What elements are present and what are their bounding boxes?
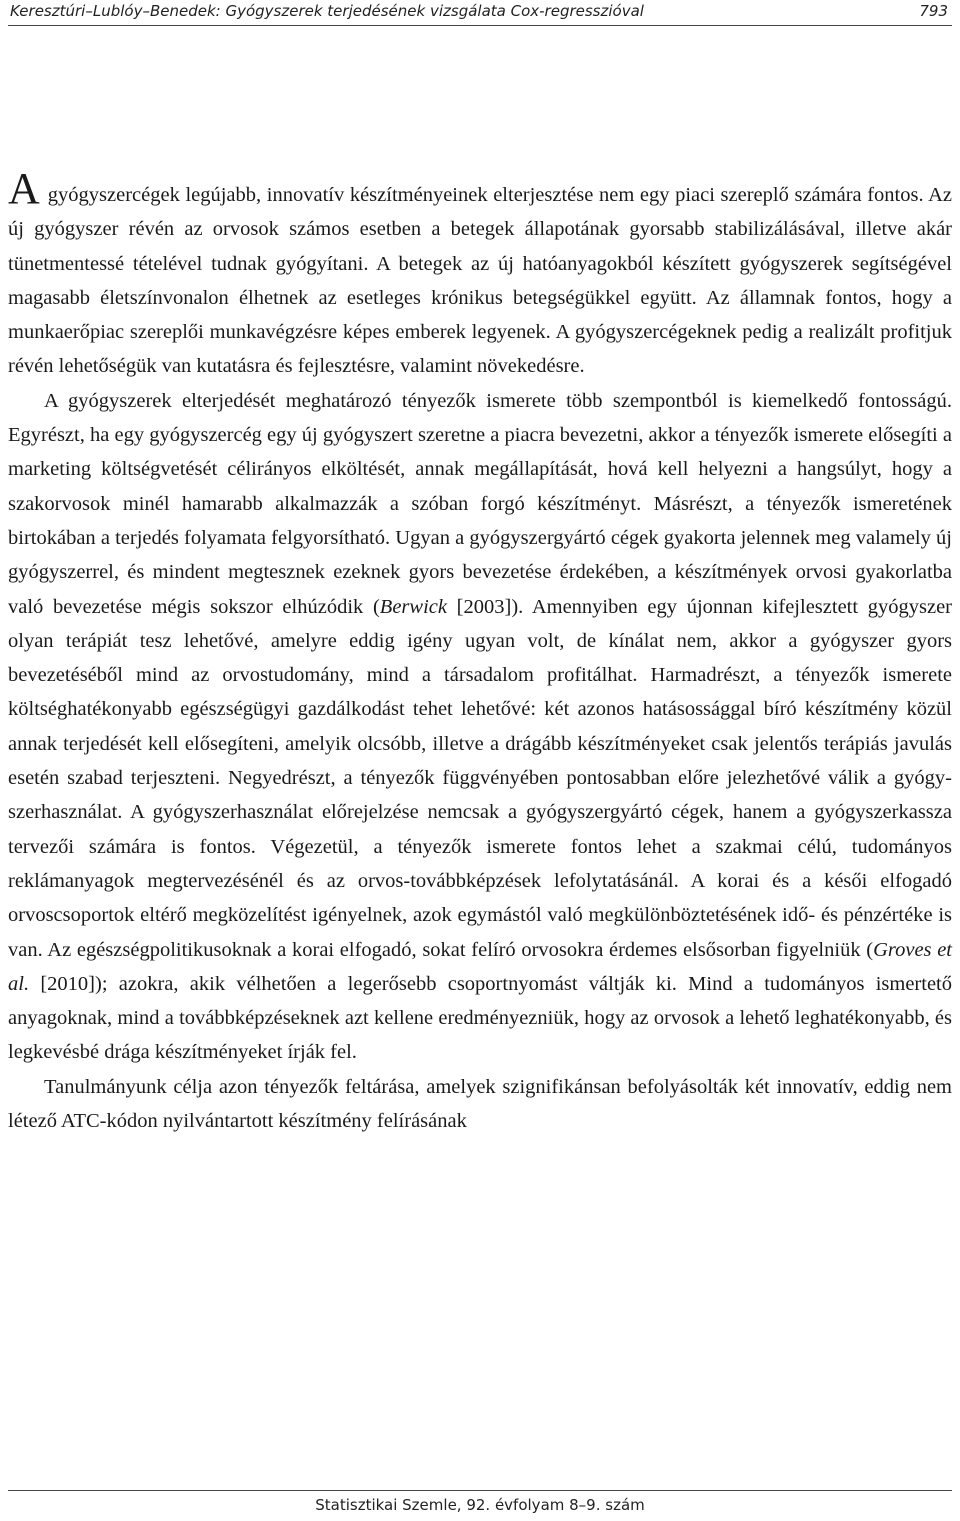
citation-berwick: Berwick	[379, 595, 447, 618]
paragraph-2-text-c: [2010]); azokra, akik vélhetően a legerősebb csoportnyomást váltják ki. Mind a tudományos ismertető anyagoknak, mind a továbbképzéseknek azt kellene eredményezniük, hogy az orvosok a lehető leghatékonyabb, és legkevésbé drága készítményeket írják fel.	[8, 972, 952, 1064]
journal-footer: Statisztikai Szemle, 92. évfolyam 8–9. szám	[315, 1496, 645, 1514]
running-title: Keresztúri–Lublóy–Benedek: Gyógyszerek terjedésének vizsgálata Cox-regresszióval	[10, 2, 644, 20]
paragraph-2-text-a: A gyógyszerek elterjedését meghatározó tényezők ismerete több szempontból is kiemelkedő fontosságú. Egyrészt, ha egy gyógyszercég egy új gyógyszert szeretne a piacra bevezetni, akkor a tényezők ismerete elősegíti a marketing költségvetését célirányos elköltését, annak megállapítását, hová kell helyezni a hangsúlyt, hogy a szakorvosok minél hamarabb alkalmazzák a szóban forgó készítményt. Másrészt, a tényezők ismeretének birtokában a terjedés folyamata felgyorsítható. Ugyan a gyógyszergyártó cégek gyakorta jelennek meg valamely új gyógyszerrel, és mindent megtesznek ezeknek gyors bevezetése érdekében, a készítmények orvosi gyakorlatba való bevezetése mégis sokszor elhúzódik (	[8, 389, 952, 618]
paragraph-2-text-b: [2003]). Amennyiben egy újonnan kifejlesztett gyógyszer olyan terápiát tesz lehetővé, amelyre eddig igény ugyan volt, de kínálat nem, akkor a gyógyszer gyors bevezetéséből mind az orvostudomány, mind a társadalom profitálhat. Harmadrészt, a tényezők ismerete költséghatékonyabb egészségügyi gazdálkodást tehet lehetővé: két azonos hatásossággal bíró készítmény közül annak terjedését kell elősegíteni, amelyik olcsóbb, illetve a drágább készítményeket csak jelentős terápiás javulás esetén szabad terjeszteni. Negyedrészt, a tényezők függvényében pontosabban előre jelezhetővé válik a gyógyszerhasználat. A gyógyszerhasználat előrejelzése nemcsak a gyógyszergyártó cégek, hanem a gyógyszerkassza tervezői számára is fontos. Végezetül, a tényezők ismerete fontos lehet a szakmai célú, tudományos reklámanyagok megtervezésénél és az orvos-továbbképzések lefolytatásánál. A korai és a késői elfogadó orvoscsoportok eltérő megközelítést igényelnek, azok egymástól való megkülönböztetésének idő- és pénzértéke is van. Az egészségpolitikusoknak a korai elfogadó, sokat felíró orvosokra érdemes elsősorban figyelniük (	[8, 595, 953, 961]
paragraph-3-text: Tanulmányunk célja azon tényezők feltárása, amelyek szignifikánsan befolyásolták két innovatív, eddig nem létező ATC-kódon nyilvántartott készítmény felírásának	[8, 1075, 952, 1133]
article-body	[8, 164, 953, 1138]
page-number: 793	[919, 2, 948, 20]
header-divider	[8, 25, 952, 26]
paragraph-1	[8, 164, 952, 384]
paragraph-3	[8, 1070, 952, 1139]
citation-groves: Groves et al.	[8, 938, 952, 995]
paragraph-1-text: gyógyszercégek legújabb, innovatív készítményeinek elterjesztése nem egy piaci szereplő számára fontos. Az új gyógyszer révén az orvosok számos esetben a betegek állapotának gyorsabb stabilizálásával, illetve akár tünetmentessé tételével tudnak gyógyítani. A betegek az új hatóanyagokból készített gyógyszerek segítségével magasabb életszínvonalon élhetnek az esetleges krónikus betegségükkel együtt. Az államnak fontos, hogy a munkaerőpiac szereplői munkavégzésre képes emberek legyenek. A gyógyszercégeknek pedig a realizált profitjuk révén lehetőségük van kutatásra és fejlesztésre, valamint növekedésre.	[8, 184, 952, 378]
footer-divider	[8, 1490, 952, 1491]
paragraph-2	[8, 384, 952, 1070]
running-header	[10, 0, 948, 22]
drop-cap: A	[8, 164, 40, 213]
